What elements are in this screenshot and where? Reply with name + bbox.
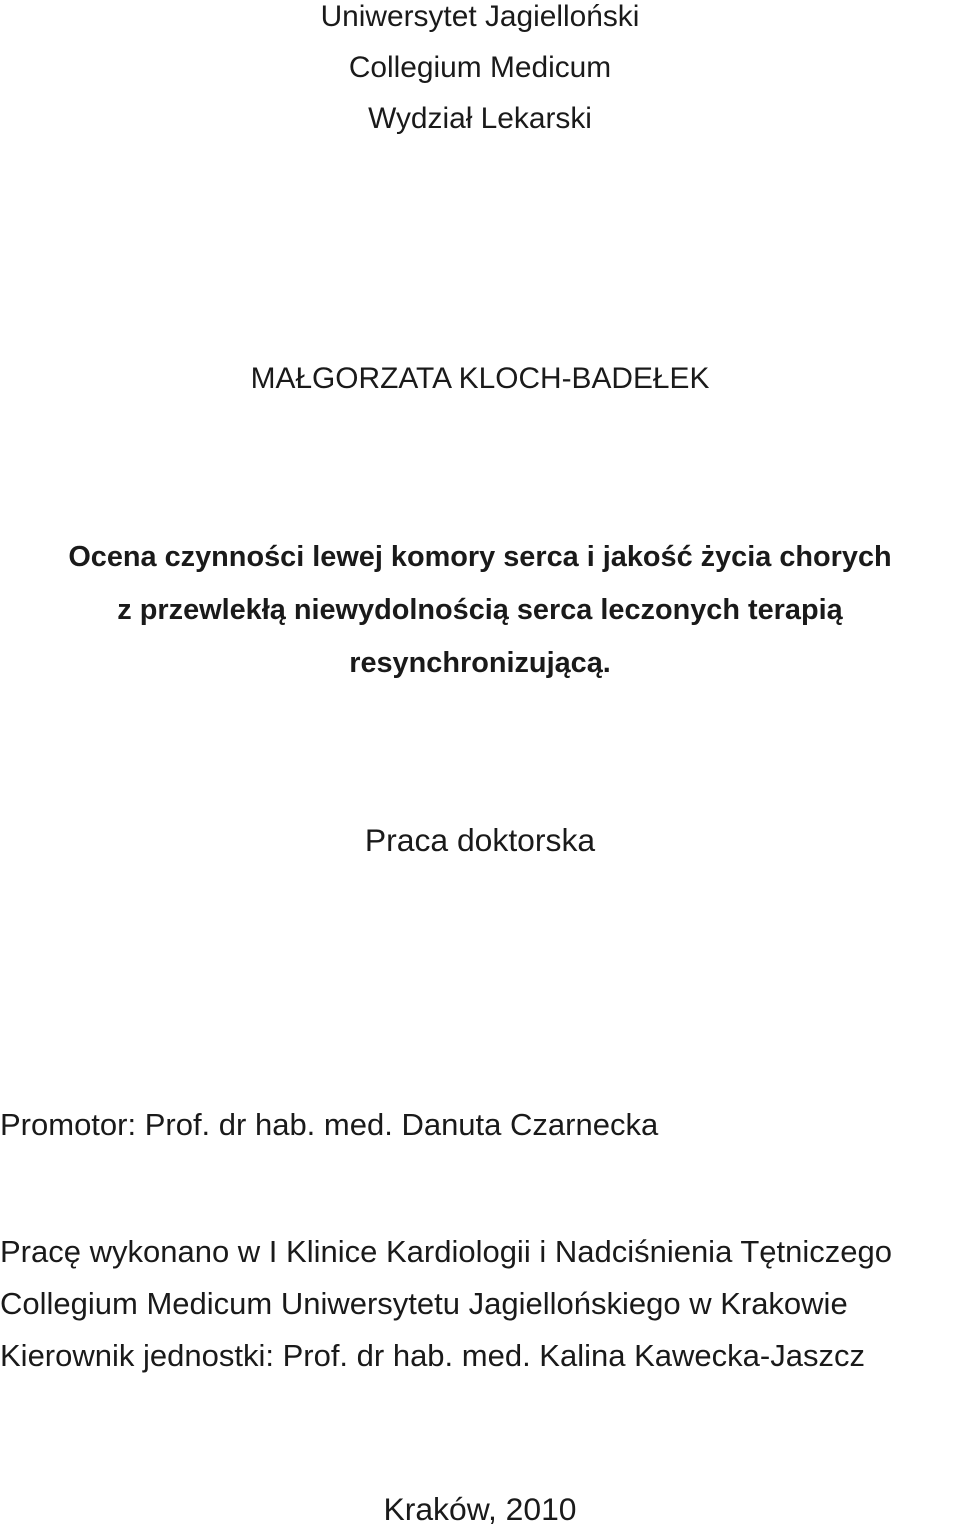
- clinic-info-line: Collegium Medicum Uniwersytetu Jagiellońskiego w Krakowie: [0, 1286, 848, 1321]
- college-name: Collegium Medicum: [348, 51, 612, 84]
- clinic-info-line: Kierownik jednostki: Prof. dr hab. med. Kalina Kawecka-Jaszcz: [0, 1338, 865, 1373]
- author-name: MAŁGORZATA KLOCH-BADEŁEK: [250, 362, 710, 395]
- clinic-info-line: Pracę wykonano w I Klinice Kardiologii i Nadciśnienia Tętniczego: [0, 1234, 893, 1269]
- thesis-title-line: Ocena czynności lewej komory serca i jakość życia chorych: [68, 541, 892, 573]
- promotor: Promotor: Prof. dr hab. med. Danuta Czarnecka: [0, 1107, 659, 1142]
- thesis-title-line: z przewlekłą niewydolnością serca leczonych terapią: [117, 594, 843, 626]
- thesis-title-line: resynchronizującą.: [349, 647, 611, 679]
- university-name: Uniwersytet Jagielloński: [320, 0, 640, 33]
- faculty-name: Wydział Lekarski: [368, 102, 592, 135]
- document-type: Praca doktorska: [364, 822, 596, 858]
- place-and-year: Kraków, 2010: [383, 1491, 577, 1527]
